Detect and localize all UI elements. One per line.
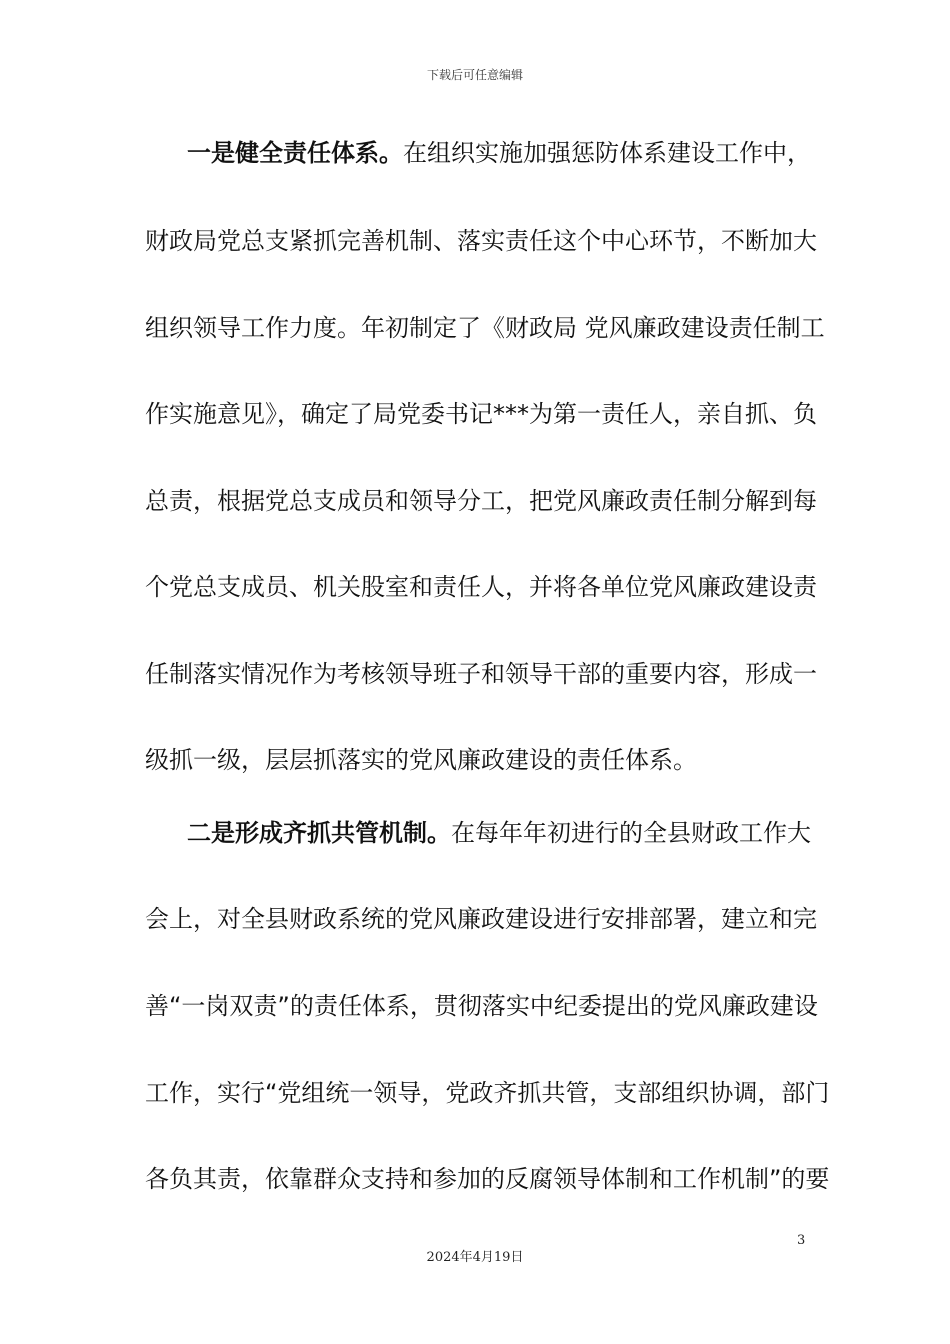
footer-date: 2024年4月19日 <box>426 1250 524 1265</box>
paragraph-line <box>187 138 847 168</box>
paragraph-text: 在组织实施加强惩防体系建设工作中， <box>403 139 811 167</box>
page-header: 下载后可任意编辑 <box>426 68 523 82</box>
paragraph-line: 个党总支成员、机关股室和责任人，并将各单位党风廉政建设责 <box>145 573 817 601</box>
paragraph-text: 在每年年初进行的全县财政工作大 <box>451 819 811 847</box>
page-number: 3 <box>797 1233 806 1248</box>
paragraph-line: 财政局党总支紧抓完善机制、落实责任这个中心环节，不断加大 <box>145 227 817 255</box>
paragraph-line: 级抓一级，层层抓落实的党风廉政建设的责任体系。 <box>145 746 697 774</box>
paragraph-line: 任制落实情况作为考核领导班子和领导干部的重要内容，形成一 <box>145 660 817 688</box>
paragraph-line: 会上，对全县财政系统的党风廉政建设进行安排部署，建立和完 <box>145 905 817 933</box>
paragraph-line: 各负其责，依靠群众支持和参加的反腐领导体制和工作机制”的要 <box>145 1165 830 1193</box>
paragraph-lead: 一是健全责任体系。 <box>187 139 403 167</box>
paragraph-lead: 二是形成齐抓共管机制。 <box>187 819 451 847</box>
paragraph-line: 作实施意见》，确定了局党委书记***为第一责任人，亲自抓、负 <box>145 400 817 428</box>
paragraph-line: 工作，实行“党组统一领导，党政齐抓共管，支部组织协调，部门 <box>145 1079 830 1107</box>
paragraph-line: 总责，根据党总支成员和领导分工，把党风廉政责任制分解到每 <box>145 487 817 515</box>
paragraph-line: 善“一岗双责”的责任体系，贯彻落实中纪委提出的党风廉政建设 <box>145 992 818 1020</box>
paragraph-line <box>187 818 847 848</box>
paragraph-line: 组织领导工作力度。年初制定了《财政局 党风廉政建设责任制工 <box>145 314 825 342</box>
